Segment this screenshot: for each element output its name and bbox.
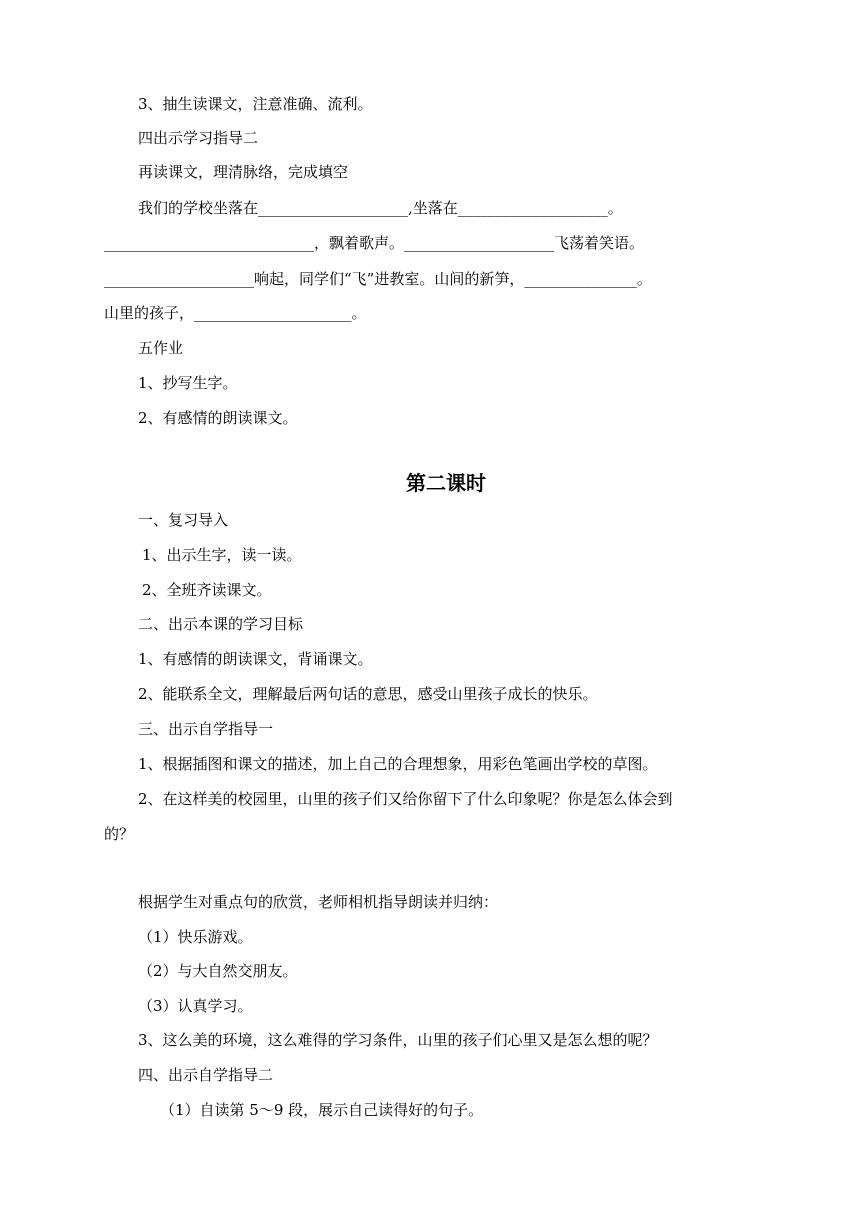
list-item: 3、这么美的环境，这么难得的学习条件，山里的孩子们心里又是怎么想的呢？: [138, 1031, 658, 1049]
list-item: 1、抄写生字。: [138, 374, 238, 392]
section-heading: 四、出示自学指导二: [138, 1066, 274, 1084]
section-heading: 二、出示本课的学习目标: [138, 615, 304, 633]
fill-blank-line: ____________________________，飘着歌声。____________________飞荡着笑语。: [104, 234, 645, 252]
fill-blank-line: 我们的学校坐落在____________________,坐落在____________________。: [138, 199, 623, 217]
section-heading: 四出示学习指导二: [138, 129, 259, 147]
text-line: 的？: [104, 825, 135, 843]
list-item: 1、根据插图和课文的描述，加上自己的合理想象，用彩色笔画出学校的草图。: [138, 755, 658, 773]
list-item: 2、在这样美的校园里，山里的孩子们又给你留下了什么印象呢？你是怎么体会到: [138, 790, 673, 808]
text-line: 根据学生对重点句的欣赏，老师相机指导朗读并归纳：: [138, 893, 499, 911]
list-item: 2、有感情的朗读课文。: [138, 409, 298, 427]
text-line: 3、抽生读课文，注意准确、流利。: [138, 95, 373, 113]
fill-blank-line: 山里的孩子，_____________________。: [104, 304, 367, 322]
section-heading: 三、出示自学指导一: [138, 720, 274, 738]
list-item: （2）与大自然交朋友。: [138, 962, 298, 980]
list-item: （3）认真学习。: [138, 997, 253, 1015]
lesson-title: 第二课时: [406, 471, 486, 495]
text-line: 再读课文，理清脉络，完成填空: [138, 163, 349, 181]
list-item: 1、有感情的朗读课文，背诵课文。: [138, 650, 373, 668]
list-item: 2、能联系全文，理解最后两句话的意思，感受山里孩子成长的快乐。: [138, 685, 598, 703]
fill-blank-line: ____________________响起，同学们“飞”进教室。山间的新笋，_______________。: [104, 270, 652, 288]
section-heading: 五作业: [138, 339, 184, 357]
section-heading: 一、复习导入: [138, 511, 229, 529]
list-item: （1）快乐游戏。: [138, 928, 253, 946]
list-item: （1）自读第 5～9 段，展示自己读得好的句子。: [160, 1101, 484, 1119]
list-item: 2、全班齐读课文。: [142, 581, 272, 599]
list-item: 1、出示生字，读一读。: [142, 546, 302, 564]
